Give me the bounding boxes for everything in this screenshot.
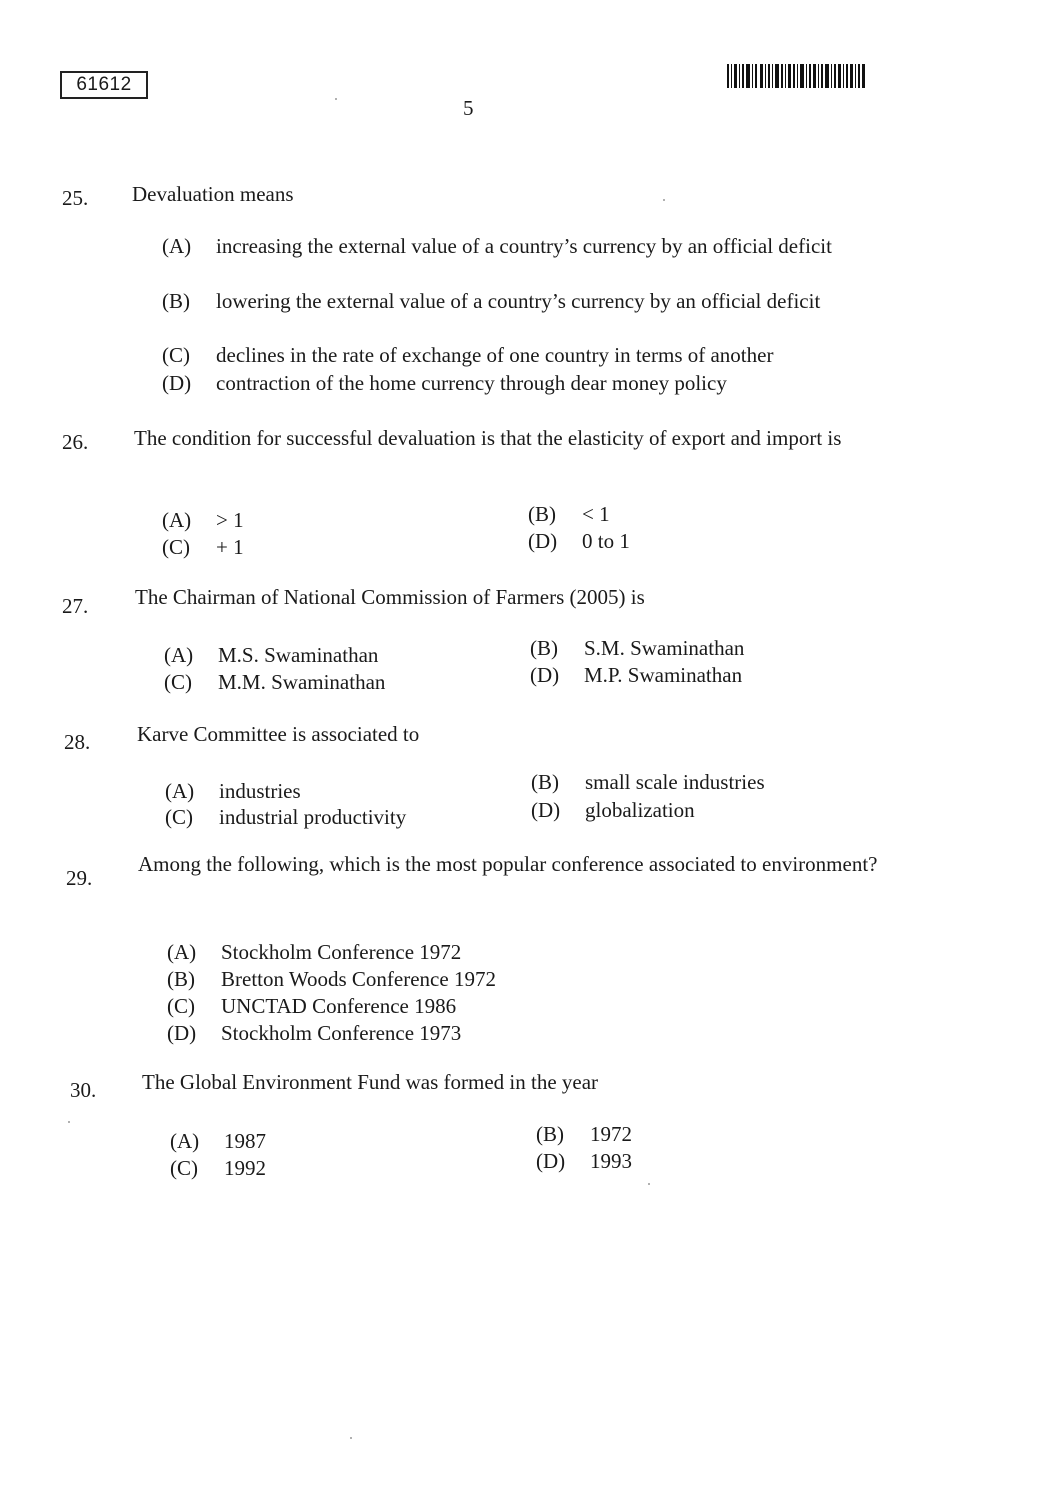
option-text: 1972 xyxy=(590,1122,632,1146)
option-label: (A) xyxy=(165,779,195,803)
option-text: Stockholm Conference 1972 xyxy=(221,940,462,964)
option-label: (C) xyxy=(170,1156,198,1180)
option-text: S.M. Swaminathan xyxy=(584,636,745,660)
option-label: (B) xyxy=(531,770,559,794)
question-text: Devaluation means xyxy=(132,182,294,206)
option xyxy=(170,1154,266,1182)
scan-speck xyxy=(648,1183,650,1185)
question-text: Karve Committee is associated to xyxy=(137,722,420,746)
option-label: (C) xyxy=(162,535,190,559)
option-label: (B) xyxy=(528,502,556,526)
option-label: (A) xyxy=(170,1129,200,1153)
scan-speck xyxy=(68,1121,70,1123)
option xyxy=(530,634,744,662)
option xyxy=(167,938,461,966)
option xyxy=(162,533,244,561)
paper-code: 61612 xyxy=(60,71,148,99)
option xyxy=(162,369,727,397)
option-label: (C) xyxy=(162,343,190,367)
barcode xyxy=(727,64,867,88)
question-text: Among the following, which is the most popular conference associated to environment? xyxy=(138,852,878,876)
option-text: 0 to 1 xyxy=(582,529,630,553)
option-text: globalization xyxy=(585,798,695,822)
question-number: 26. xyxy=(62,430,89,454)
option xyxy=(531,796,695,824)
option-text: M.S. Swaminathan xyxy=(218,643,379,667)
option-text: industries xyxy=(219,779,301,803)
option-label: (C) xyxy=(167,994,195,1018)
option-label: (D) xyxy=(162,371,192,395)
option xyxy=(162,506,244,534)
question-number: 25. xyxy=(62,186,89,210)
option-text: > 1 xyxy=(216,508,244,532)
question-text: The condition for successful devaluation is that the elasticity of export and import is xyxy=(134,426,842,450)
option-label: (D) xyxy=(530,663,560,687)
option-text: < 1 xyxy=(582,502,610,526)
option-label: (D) xyxy=(167,1021,197,1045)
option xyxy=(528,500,610,528)
option-text: industrial productivity xyxy=(219,805,407,829)
option-label: (D) xyxy=(536,1149,566,1173)
option-label: (D) xyxy=(528,529,558,553)
option-label: (B) xyxy=(162,289,190,313)
question-text: The Global Environment Fund was formed in the year xyxy=(142,1070,599,1094)
option xyxy=(162,232,880,260)
option xyxy=(164,668,385,696)
option-text: contraction of the home currency through dear money policy xyxy=(216,371,727,395)
question-number: 28. xyxy=(64,730,91,754)
option xyxy=(165,777,301,805)
option-label: (A) xyxy=(162,508,192,532)
option xyxy=(167,1019,461,1047)
option-label: (C) xyxy=(165,805,193,829)
page-number: 5 xyxy=(463,96,474,120)
option-label: (A) xyxy=(162,234,192,258)
option xyxy=(170,1127,266,1155)
question-number: 27. xyxy=(62,594,89,618)
scan-speck xyxy=(663,199,665,201)
option-label: (A) xyxy=(167,940,197,964)
option-text: M.P. Swaminathan xyxy=(584,663,743,687)
option-text: 1993 xyxy=(590,1149,632,1173)
option xyxy=(530,661,742,689)
option-label: (C) xyxy=(164,670,192,694)
option-text: M.M. Swaminathan xyxy=(218,670,386,694)
option xyxy=(531,768,765,796)
question-number: 29. xyxy=(66,866,93,890)
option-text: lowering the external value of a country’s currency by an official deficit xyxy=(216,289,821,313)
option xyxy=(536,1120,632,1148)
option-text: increasing the external value of a country’s currency by an official deficit xyxy=(216,234,832,258)
option-text: small scale industries xyxy=(585,770,765,794)
option xyxy=(528,527,630,555)
scan-speck xyxy=(350,1437,352,1439)
option xyxy=(536,1147,632,1175)
option xyxy=(167,992,456,1020)
option-text: 1987 xyxy=(224,1129,266,1153)
scan-speck xyxy=(335,98,337,100)
option-label: (B) xyxy=(536,1122,564,1146)
option xyxy=(162,341,773,369)
option xyxy=(164,641,378,669)
option-text: + 1 xyxy=(216,535,244,559)
question-text: The Chairman of National Commission of Farmers (2005) is xyxy=(135,585,645,609)
option-text: declines in the rate of exchange of one country in terms of another xyxy=(216,343,774,367)
option-text: Stockholm Conference 1973 xyxy=(221,1021,462,1045)
option-label: (A) xyxy=(164,643,194,667)
option-text: UNCTAD Conference 1986 xyxy=(221,994,457,1018)
option-text: 1992 xyxy=(224,1156,266,1180)
option-label: (B) xyxy=(167,967,195,991)
option-text: Bretton Woods Conference 1972 xyxy=(221,967,496,991)
option xyxy=(167,965,496,993)
option xyxy=(165,803,406,831)
option-label: (B) xyxy=(530,636,558,660)
question-number: 30. xyxy=(70,1078,97,1102)
option-label: (D) xyxy=(531,798,561,822)
option xyxy=(162,287,880,315)
